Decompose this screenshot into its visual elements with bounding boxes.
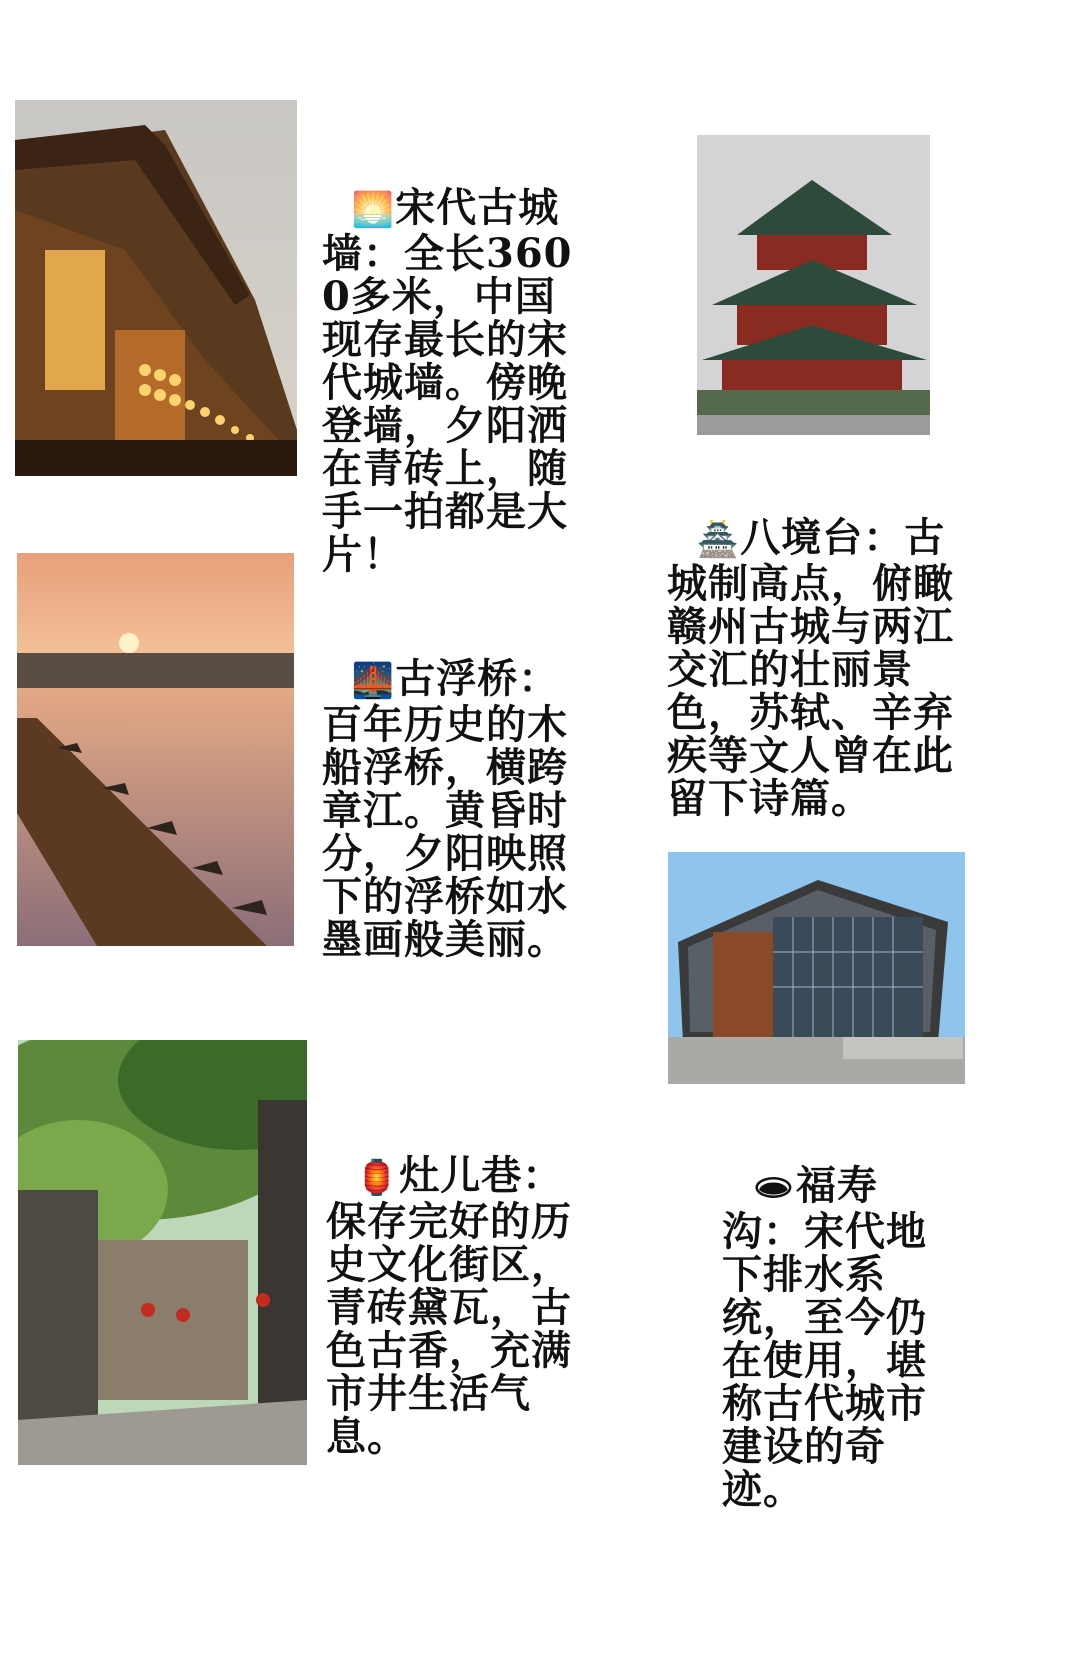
caption-text: 宋代古城墙：全长3600多米，中国现存最长的宋代城墙。傍晚登墙，夕阳洒在青砖上，随手一拍都是大片！ [322,184,573,578]
photo-zaoer-lane [18,1040,307,1465]
photo-museum-building [668,852,965,1084]
photo-bajingtai [697,135,930,435]
photo-song-city-wall [15,100,297,476]
hole-icon: 🕳 [751,1168,797,1208]
bridge-at-night-icon: 🌉 [351,661,396,701]
castle-icon: 🏯 [696,520,741,560]
photo-floating-bridge [17,553,294,946]
caption-text: 八境台：古城制高点，俯瞰赣州古城与两江交汇的壮丽景色，苏轼、辛弃疾等文人曾在此留下诗篇。 [667,514,954,822]
caption-text: 灶儿巷：保存完好的历史文化街区，青砖黛瓦，古色古香，充满市井生活气息。 [326,1152,572,1460]
caption-bajingtai [667,473,967,820]
caption-song-city-wall [322,143,580,576]
sunrise-icon: 🌅 [351,190,396,230]
caption-zaoer-lane [326,1111,584,1458]
caption-floating-bridge [322,614,580,961]
caption-text: 福寿沟：宋代地下排水系统，至今仍在使用，堪称古代城市建设的奇迹。 [722,1162,927,1513]
caption-text: 古浮桥：百年历史的木船浮桥，横跨章江。黄昏时分，夕阳映照下的浮桥如水墨画般美丽。 [322,655,568,963]
caption-fushou-ditch [722,1121,937,1511]
red-lantern-icon: 🏮 [355,1158,400,1198]
